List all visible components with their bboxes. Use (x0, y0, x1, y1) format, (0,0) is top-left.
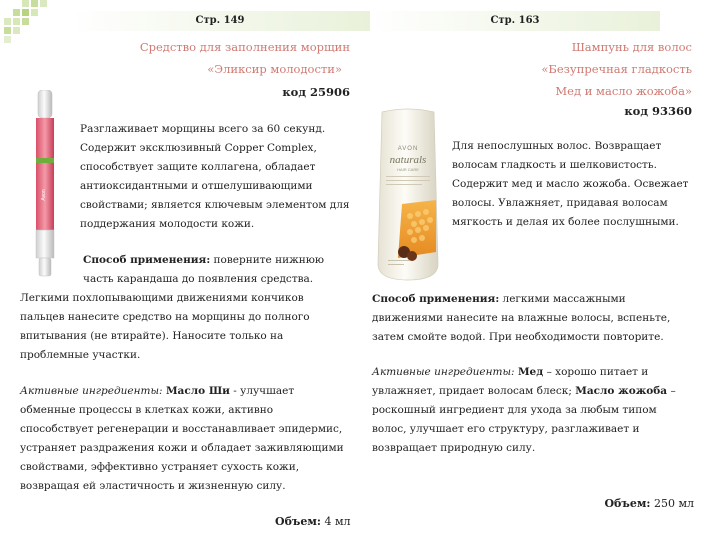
right-usage: Способ применения: легкими массажными движениями нанесите на влажные волосы, вспеньте, затем смойте водой. При необходимости повторите. (372, 293, 671, 343)
bottle-line-text: naturals (389, 154, 427, 166)
right-product-title: Шампунь для волос «Безупречная гладкость Мед и масло жожоба» (541, 40, 692, 98)
bottle-sub-text: HAIR CARE (397, 167, 419, 172)
left-description: Разглаживает морщины всего за 60 секунд. Содержит эксклюзивный Copper Complex, способствует защите коллагена, обладает антиоксидантными и отшелушивающими свойствами; является ключевым элементом для поддержания молодости кожи. (80, 123, 350, 230)
left-usage: Способ применения: поверните нижнюю часть карандаша до появления средства. Легкими похлопывающими движениями кончиков пальцев нанесите средство на морщины до полного впитывания (не втирайте). Наносите только на проблемные участки. (20, 254, 325, 361)
left-volume: Объем: 4 мл (275, 515, 351, 528)
left-ingredients: Активные ингредиенты: Масло Ши - улучшает обменные процессы в клетках кожи, активно способствует регенерации и восстанавливает эпидермис, устраняет раздражения кожи и обладает заживляющими свойствами, эффективно устраняет сухость кожи, возвращая ей эластичность и жизненную силу. (20, 385, 344, 492)
right-ingredients: Активные ингредиенты: Мед – хорошо питает и увлажняет, придает волосам блеск; Масло жожоба – роскошный ингредиент для ухода за любым типом волос, улучшает его структуру, разглаживает и возвращает природную силу. (372, 366, 676, 454)
shampoo-bottle-image (368, 108, 448, 286)
right-page-ref: Стр. 163 (370, 11, 660, 31)
corner-decoration (0, 0, 60, 50)
right-description: Для непослушных волос. Возвращает волосам гладкость и шелковистость. Содержит мед и масло жожоба. Освежает волосы. Увлажняет, придавая волосам мягкость и делая их более послушными. (452, 140, 689, 228)
right-volume: Объем: 250 мл (604, 497, 694, 510)
left-page-ref: Стр. 149 (70, 11, 370, 31)
bottle-brand-text: AVON (397, 146, 419, 152)
left-product-code: код 25906 (282, 85, 350, 99)
right-product-code: код 93360 (624, 104, 692, 118)
left-product-title: Средство для заполнения морщин «Эликсир молодости» (139, 40, 350, 76)
pen-brand-text: Avon (41, 189, 47, 201)
